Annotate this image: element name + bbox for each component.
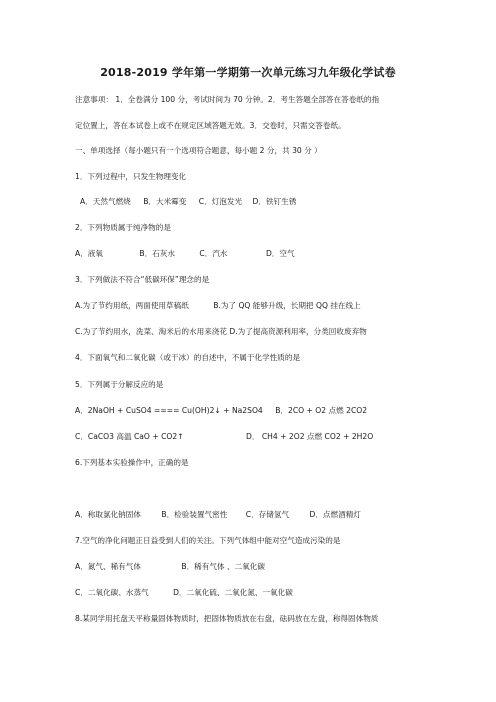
q5-options-line-1 xyxy=(75,406,367,416)
q6-option-a: A．称取氯化钠固体 xyxy=(75,510,141,519)
q3-option-a: A.为了节约用纸，两面使用草稿纸 xyxy=(75,301,189,310)
notes-line-1: 注意事项： 1．全卷满分 100 分，考试时间为 70 分钟。2．考生答题全部答在答卷纸的指 xyxy=(75,95,380,104)
q3-options-line-2: C.为了节约用水，洗菜、淘米后的水用来浇花 D.为了提高资源利用率，分类回收废弃物 xyxy=(75,327,367,336)
q6-option-b: B．检验装置气密性 xyxy=(161,510,228,519)
q1-option-c: C．灯泡发光 xyxy=(198,197,243,206)
q5-option-b: B．2CO + O2 点燃 2CO2 xyxy=(275,406,368,415)
q3-options-line-1 xyxy=(75,301,361,311)
q2-option-c: C．汽水 xyxy=(199,249,228,258)
q5-option-d: D． CH4 + 2O2 点燃 CO2 + 2H2O xyxy=(246,432,374,441)
q7-option-d: D．二氧化硫、二氧化氮、一氧化碳 xyxy=(173,588,293,597)
q2-option-b: B．石灰水 xyxy=(139,249,175,258)
q5-stem: 5．下列属于分解反应的是 xyxy=(75,380,164,389)
q2-options xyxy=(75,249,295,259)
q8-stem: 8.某同学用托盘天平称量固体物质时，把固体物质放在右盘，砝码放在左盘，称得固体物质 xyxy=(75,614,379,623)
q7-option-b: B．稀有气体 、二氧化碳 xyxy=(181,562,265,571)
q2-option-d: D．空气 xyxy=(265,249,295,258)
q7-stem: 7.空气的净化问题正日益受到人们的关注。下列气体组中能对空气造成污染的是 xyxy=(75,536,341,545)
q1-option-b: B．大米霉变 xyxy=(143,197,187,206)
q5-option-a: A．2NaOH + CuSO4 ==== Cu(OH)2↓ + Na2SO4 xyxy=(75,406,263,415)
q7-options-line-1 xyxy=(75,562,265,572)
q1-option-d: D．铁钉生锈 xyxy=(252,197,297,206)
notes-line-2: 定位置上，答在本试卷上或不在规定区域答题无效。3．交卷时，只需交答卷纸。 xyxy=(75,121,346,130)
q7-option-a: A．氮气、稀有气体 xyxy=(75,562,141,571)
q2-option-a: A．液氧 xyxy=(75,249,103,258)
q3-option-b: B.为了 QQ 能够升级，长期把 QQ 挂在线上 xyxy=(213,301,361,310)
q7-options-line-2 xyxy=(75,588,293,598)
q6-options xyxy=(75,510,361,520)
exam-title: 2018-2019 学年第一学期第一次单元练习九年级化学试卷 xyxy=(100,66,396,79)
q4-stem: 4．下面氧气和二氧化碳（或干冰）的自述中，不属于化学性质的是 xyxy=(75,353,301,362)
section-heading: 一、单项选择（每小题只有一个选项符合题意，每小题 2 分，共 30 分 ） xyxy=(75,146,322,155)
q1-options xyxy=(80,197,296,207)
q3-stem: 3．下列做法不符合“低碳环保”理念的是 xyxy=(75,275,210,284)
q7-option-c: C．二氧化碳、水蒸气 xyxy=(75,588,149,597)
q2-stem: 2．下列物质属于纯净物的是 xyxy=(75,223,171,232)
q6-stem: 6.下列基本实验操作中，正确的是 xyxy=(75,458,189,467)
q5-option-c: C．CaCO3 高温 CaO + CO2↑ xyxy=(75,432,184,441)
q5-options-line-2 xyxy=(75,432,373,442)
q1-stem: 1．下列过程中，只发生物理变化 xyxy=(75,172,187,181)
q6-option-c: C．存储氢气 xyxy=(245,510,290,519)
q6-option-d: D．点燃酒精灯 xyxy=(309,510,361,519)
q1-option-a: A．天然气燃烧 xyxy=(80,197,131,206)
